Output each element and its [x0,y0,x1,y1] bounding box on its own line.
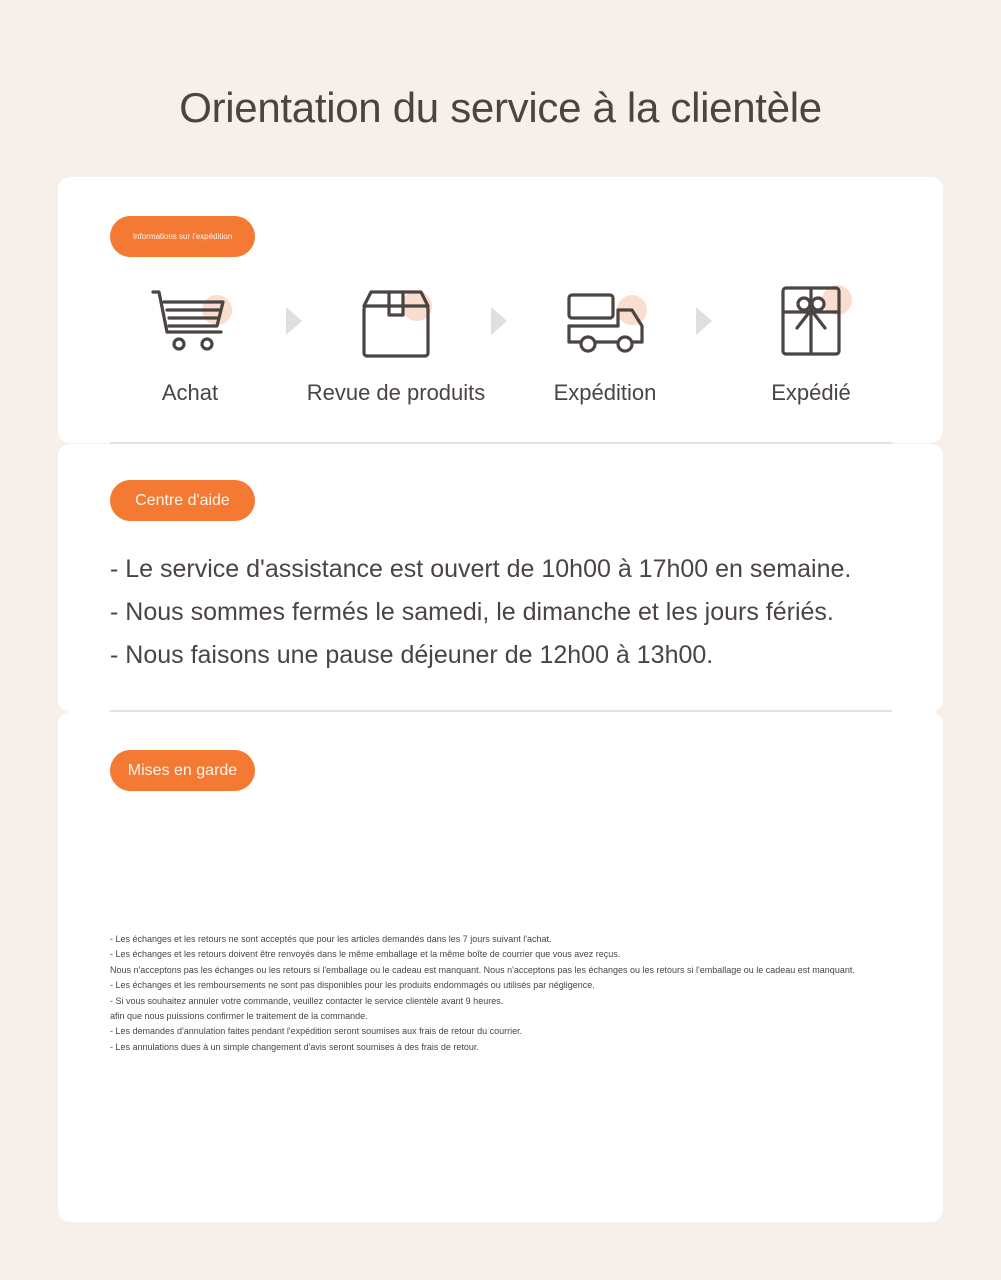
shipping-steps [58,282,943,422]
step-label: Expédié [771,380,851,405]
step-shipping [495,282,715,406]
shipping-info-card [58,177,943,443]
warning-line: afin que nous puissions confirmer le traitement de la commande. [110,1011,368,1022]
shopping-cart-icon [145,282,235,362]
step-icon-container [145,282,235,362]
help-center-line: - Nous faisons une pause déjeuner de 12h00 à 13h00. [110,641,714,669]
warning-line: - Les annulations dues à un simple changement d'avis seront soumises à des frais de retour. [110,1041,479,1052]
warnings-list [110,932,855,1055]
step-purchase [80,282,300,406]
warning-line: - Les demandes d'annulation faites pendant l'expédition seront soumises aux frais de retour du courrier. [110,1026,523,1037]
page-title: Orientation du service à la clientèle [179,84,822,131]
warning-line: Nous n'acceptons pas les échanges ou les retours si l'emballage ou le cadeau est manquant. Nous n'acceptons pas les échanges ou les retours si l'emballage ou le cadeau est manquant. [110,964,855,975]
delivery-truck-icon [560,282,650,362]
warnings-badge: Mises en garde [110,750,255,791]
help-center-list [110,548,851,677]
step-icon-container [351,282,441,362]
step-shipped [701,282,921,406]
help-center-line: - Nous sommes fermés le samedi, le dimanche et les jours fériés. [110,598,834,626]
shipping-info-badge: Informations sur l'expédition [110,216,255,257]
warning-line: - Les échanges et les retours ne sont acceptés que pour les articles demandés dans les 7 jours suivant l'achat. [110,934,552,944]
warning-line: - Si vous souhaitez annuler votre commande, veuillez contacter le service clientèle avant 9 heures. [110,995,504,1006]
step-label: Achat [161,380,219,405]
gift-box-icon [766,282,856,362]
help-center-line: - Le service d'assistance est ouvert de 10h00 à 17h00 en semaine. [110,555,852,583]
step-label: Revue de produits [306,380,486,405]
step-icon-container [766,282,856,362]
warnings-card [58,712,943,1222]
package-box-icon [351,282,441,362]
step-icon-container [560,282,650,362]
help-center-card [58,444,943,712]
help-center-badge: Centre d'aide [110,480,255,521]
warning-line: - Les échanges et les retours doivent être renvoyés dans le même emballage et la même boîte de courrier que vous avez reçus. [110,949,621,960]
warning-line: - Les échanges et les remboursements ne sont pas disponibles pour les produits endommagés ou utilisés par négligence. [110,980,595,991]
step-label: Expédition [553,380,657,405]
step-product-review [286,282,506,406]
